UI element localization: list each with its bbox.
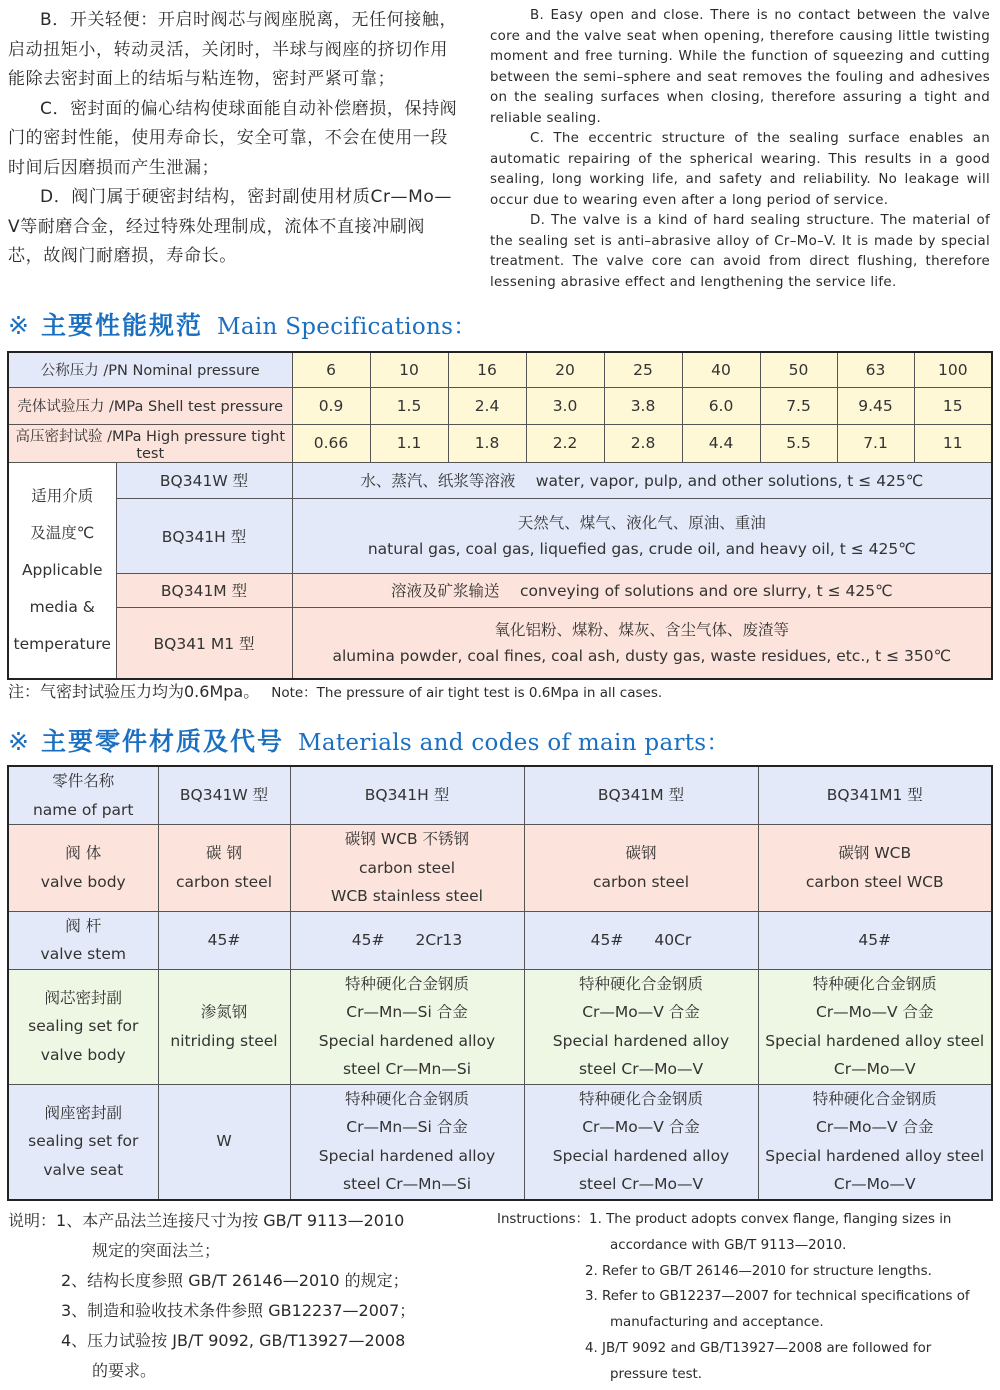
media-label: [8, 462, 116, 679]
material-line: Special hardened alloy: [318, 1146, 496, 1165]
spec-cell: 3.8: [604, 387, 682, 424]
spec-cell: 0.66: [292, 424, 370, 462]
media-desc-m1: [292, 607, 992, 679]
part-name-line: 阀 杆: [65, 916, 102, 935]
media-model: BQ341H 型: [116, 498, 292, 573]
material-line: 特种硬化合金钢质: [578, 1089, 703, 1108]
note-en: Note：The pressure of air tight test is 0.6Mpa in all cases.: [271, 685, 663, 701]
material-line: steel Cr—Mo—V: [578, 1060, 704, 1078]
media-desc-en: natural gas, coal gas, liquefied gas, crude oil, and heavy oil, t ≤ 425℃: [367, 539, 916, 558]
part-name-line: valve body: [40, 872, 126, 891]
instruction-line: 3、制造和验收技术条件参照 GB12237—2007；: [61, 1301, 416, 1320]
materials-title-cn: 主要零件材质及代号: [40, 727, 284, 756]
instruction-line: 的要求。: [92, 1361, 157, 1380]
material-cell: 45#: [758, 911, 992, 969]
media-label-line: Applicable: [21, 560, 103, 579]
spec-cell: 20: [526, 352, 604, 387]
note-cn: 注：气密封试验压力均为0.6Mpa。: [8, 682, 260, 701]
instruction-line: manufacturing and acceptance.: [610, 1315, 824, 1331]
instruction-line: 2、结构长度参照 GB/T 26146—2010 的规定；: [61, 1271, 409, 1290]
materials-row-body: [8, 825, 992, 912]
media-row-m1: [8, 607, 992, 679]
media-model: BQ341W 型: [116, 462, 292, 498]
instruction-line: 3. Refer to GB12237—2007 for technical specifications of: [585, 1289, 970, 1305]
material-line: carbon steel: [359, 858, 455, 877]
material-line: 特种硬化合金钢质: [812, 974, 937, 993]
spec-cell: 5.5: [760, 424, 837, 462]
spec-cell: 7.5: [760, 387, 837, 424]
material-line: nitriding steel: [170, 1031, 278, 1050]
spec-cell: 1.8: [448, 424, 526, 462]
spec-table: [7, 351, 993, 680]
material-line: Cr—Mo—V: [833, 1175, 916, 1193]
media-label-line: temperature: [13, 634, 111, 653]
media-row-w: [8, 462, 992, 498]
material-line: 碳钢 WCB: [838, 844, 912, 863]
material-cell: [290, 969, 524, 1084]
spec-cell: 50: [760, 352, 837, 387]
reference-mark: ※: [8, 727, 29, 756]
instruction-line: [8, 1206, 478, 1236]
spec-cell: 100: [914, 352, 992, 387]
instruction-line: accordance with GB/T 9113—2010.: [610, 1237, 847, 1253]
material-cell: 45#: [158, 911, 290, 969]
material-line: carbon steel: [176, 872, 272, 891]
intro-chinese: [8, 6, 460, 272]
spec-row-nominal: [8, 352, 992, 387]
material-line: carbon steel: [593, 872, 689, 891]
instruction-text: 1. The product adopts convex flange, flanging sizes in: [589, 1212, 952, 1227]
material-line: carbon steel WCB: [805, 872, 944, 891]
spec-label-shell: 壳体试验压力 /MPa Shell test pressure: [8, 387, 292, 424]
part-name-line: valve stem: [40, 945, 126, 963]
material-line: Cr—Mn—Si 合金: [346, 1118, 468, 1136]
material-line: 碳 钢: [206, 844, 242, 863]
material-line: 特种硬化合金钢质: [578, 974, 703, 993]
spec-row-tight: [8, 424, 992, 462]
spec-cell: 4.4: [682, 424, 760, 462]
part-name-header: [8, 766, 158, 825]
media-label-line: media &: [29, 597, 95, 616]
model-header: BQ341M 型: [524, 766, 758, 825]
spec-cell: 3.0: [526, 387, 604, 424]
material-cell: W: [158, 1084, 290, 1200]
material-cell: [524, 825, 758, 912]
media-row-m: [8, 573, 992, 607]
instruction-line: 4、压力试验按 JB/T 9092, GB/T13927—2008: [61, 1331, 406, 1350]
spec-cell: 7.1: [837, 424, 914, 462]
material-line: steel Cr—Mn—Si: [343, 1060, 471, 1078]
material-line: steel Cr—Mo—V: [578, 1175, 704, 1193]
media-desc-h: [292, 498, 992, 573]
spec-title-cn: 主要性能规范: [40, 311, 203, 340]
material-cell: [290, 825, 524, 912]
instruction-line: 4. JB/T 9092 and GB/T13927—2008 are followed for: [585, 1340, 932, 1356]
material-cell: [158, 825, 290, 912]
intro-english: [490, 6, 990, 293]
material-line: Special hardened alloy: [318, 1031, 496, 1050]
instructions-head-en: Instructions：: [497, 1212, 590, 1227]
material-line: Cr—Mo—V 合金: [815, 1118, 934, 1136]
media-desc-cn: 天然气、煤气、液化气、原油、重油: [517, 513, 766, 532]
intro-cn-c: C．密封面的偏心结构使球面能自动补偿磨损，保持阀门的密封性能，使用寿命长，安全可靠，不会在使用一段时间后因磨损而产生泄漏；: [8, 98, 458, 178]
spec-cell: 10: [370, 352, 448, 387]
spec-label-nominal: 公称压力 /PN Nominal pressure: [8, 352, 292, 387]
part-name-line: valve seat: [43, 1160, 124, 1179]
materials-row-seat-seal: [8, 1084, 992, 1200]
material-line: Cr—Mo—V 合金: [582, 1003, 700, 1021]
material-line: Cr—Mn—Si 合金: [346, 1003, 468, 1021]
intro-en-c: C. The eccentric structure of the sealing surface enables an automatic repairing of the spherical wearing. This results in a good sealing, long working life, and safety and reliability. No leakage will occur due to wearing even after a long period of service.: [490, 131, 990, 208]
spec-cell: 11: [914, 424, 992, 462]
material-cell: [158, 969, 290, 1084]
model-header: BQ341W 型: [158, 766, 290, 825]
material-line: Special hardened alloy: [552, 1031, 730, 1050]
material-line: Cr—Mo—V: [833, 1060, 916, 1078]
part-name: [8, 825, 158, 912]
intro-cn-d: D．阀门属于硬密封结构，密封副使用材质Cr—Mo—V等耐磨合金，经过特殊处理制成，流体不直接冲刷阀芯，故阀门耐磨损，寿命长。: [8, 187, 453, 266]
spec-cell: 25: [604, 352, 682, 387]
intro-cn-b: B．开关轻便：开启时阀芯与阀座脱离，无任何接触，启动扭矩小，转动灵活，关闭时，半球与阀座的挤切作用能除去密封面上的结垢与粘连物，密封严紧可靠；: [8, 10, 458, 89]
spec-cell: 9.45: [837, 387, 914, 424]
material-line: 渗氮钢: [200, 1003, 248, 1021]
material-line: WCB stainless steel: [331, 887, 483, 905]
media-model: BQ341M 型: [116, 573, 292, 607]
material-line: 碳钢: [625, 844, 657, 863]
media-desc-m: [292, 573, 992, 607]
spec-cell: 2.4: [448, 387, 526, 424]
media-desc-en: water, vapor, pulp, and other solutions, t ≤ 425℃: [535, 472, 924, 490]
spec-title-en: Main Specifications：: [216, 314, 477, 340]
material-line: 碳钢 WCB 不锈钢: [344, 830, 470, 848]
spec-cell: 1.5: [370, 387, 448, 424]
part-name: [8, 1084, 158, 1200]
media-row-h: [8, 498, 992, 573]
intro-en-b: B. Easy open and close. There is no contact between the valve core and the valve seat when opening, therefore causing little twisting moment and free turning. While the function of squeezing and cutting between the semi–sphere and seat removes the fouling and adhesives on the sealing surfaces when closing, therefore assuring a tight and reliable sealing.: [490, 8, 990, 126]
part-name-line: 阀座密封副: [44, 1103, 122, 1122]
material-line: steel Cr—Mn—Si: [343, 1175, 471, 1193]
spec-cell: 6: [292, 352, 370, 387]
part-name-line: sealing set for: [28, 1132, 139, 1151]
part-name-line: 阀 体: [65, 844, 102, 863]
material-cell: [290, 1084, 524, 1200]
material-line: 特种硬化合金钢质: [344, 1089, 469, 1108]
reference-mark: ※: [8, 311, 29, 340]
instructions-english: [497, 1207, 987, 1388]
spec-label-tight: 高压密封试验 /MPa High pressure tight test: [8, 424, 292, 462]
part-header-en: name of part: [32, 800, 134, 819]
materials-row-stem: [8, 911, 992, 969]
instruction-line: pressure test.: [610, 1366, 703, 1382]
spec-cell: 0.9: [292, 387, 370, 424]
material-cell: [758, 825, 992, 912]
media-desc-en: alumina powder, coal fines, coal ash, dusty gas, waste residues, etc., t ≤ 350℃: [332, 646, 952, 665]
media-desc-w: [292, 462, 992, 498]
instructions-chinese: [8, 1206, 478, 1386]
material-cell: [758, 969, 992, 1084]
materials-title-en: Materials and codes of main parts：: [297, 730, 730, 756]
part-name-line: valve body: [40, 1045, 126, 1064]
instructions-head-cn: 说明：: [8, 1211, 57, 1230]
media-label-line: 及温度℃: [30, 523, 95, 542]
material-cell: 45# 40Cr: [524, 911, 758, 969]
material-line: Special hardened alloy steel: [765, 1146, 985, 1165]
air-test-note: [8, 679, 662, 702]
materials-header-row: [8, 766, 992, 825]
instruction-line: [497, 1207, 987, 1233]
material-line: Special hardened alloy: [552, 1146, 730, 1165]
spec-cell: 40: [682, 352, 760, 387]
materials-row-core-seal: [8, 969, 992, 1084]
spec-cell: 6.0: [682, 387, 760, 424]
model-header: BQ341M1 型: [758, 766, 992, 825]
instruction-line: 规定的突面法兰；: [92, 1241, 221, 1260]
instruction-line: 2. Refer to GB/T 26146—2010 for structure lengths.: [585, 1263, 932, 1279]
media-desc-cn: 溶液及矿浆输送: [391, 582, 500, 600]
part-name: [8, 911, 158, 969]
material-cell: [524, 1084, 758, 1200]
part-name: [8, 969, 158, 1084]
material-line: Cr—Mo—V 合金: [815, 1003, 934, 1021]
material-line: 特种硬化合金钢质: [812, 1089, 937, 1108]
material-cell: 45# 2Cr13: [290, 911, 524, 969]
materials-table: [7, 765, 993, 1201]
media-desc-en: conveying of solutions and ore slurry, t ≤ 425℃: [519, 582, 893, 600]
spec-cell: 2.2: [526, 424, 604, 462]
media-desc-cn: 氧化铝粉、煤粉、煤灰、含尘气体、废渣等: [494, 620, 790, 639]
spec-section-title: [8, 306, 477, 342]
part-header-cn: 零件名称: [52, 772, 115, 790]
material-line: 特种硬化合金钢质: [344, 974, 469, 993]
instruction-text: 1、本产品法兰连接尺寸为按 GB/T 9113—2010: [56, 1211, 405, 1230]
material-cell: [758, 1084, 992, 1200]
media-desc-cn: 水、蒸汽、纸浆等溶液: [360, 472, 516, 490]
spec-cell: 63: [837, 352, 914, 387]
part-name-line: 阀芯密封副: [44, 988, 122, 1007]
spec-row-shell: [8, 387, 992, 424]
material-cell: [524, 969, 758, 1084]
material-line: Cr—Mo—V 合金: [582, 1118, 700, 1136]
spec-cell: 16: [448, 352, 526, 387]
spec-cell: 1.1: [370, 424, 448, 462]
media-label-line: 适用介质: [31, 486, 94, 505]
spec-cell: 15: [914, 387, 992, 424]
part-name-line: sealing set for: [28, 1017, 139, 1036]
media-model: BQ341 M1 型: [116, 607, 292, 679]
materials-section-title: [8, 722, 730, 758]
material-line: Special hardened alloy steel: [765, 1031, 985, 1050]
intro-en-d: D. The valve is a kind of hard sealing structure. The material of the sealing set is anti–abrasive alloy of Cr–Mo–V. It is made by special treatment. The valve core can avoid from direct flushing, therefore lessening abrasive effect and lengthening the service life.: [490, 213, 990, 290]
model-header: BQ341H 型: [290, 766, 524, 825]
spec-cell: 2.8: [604, 424, 682, 462]
